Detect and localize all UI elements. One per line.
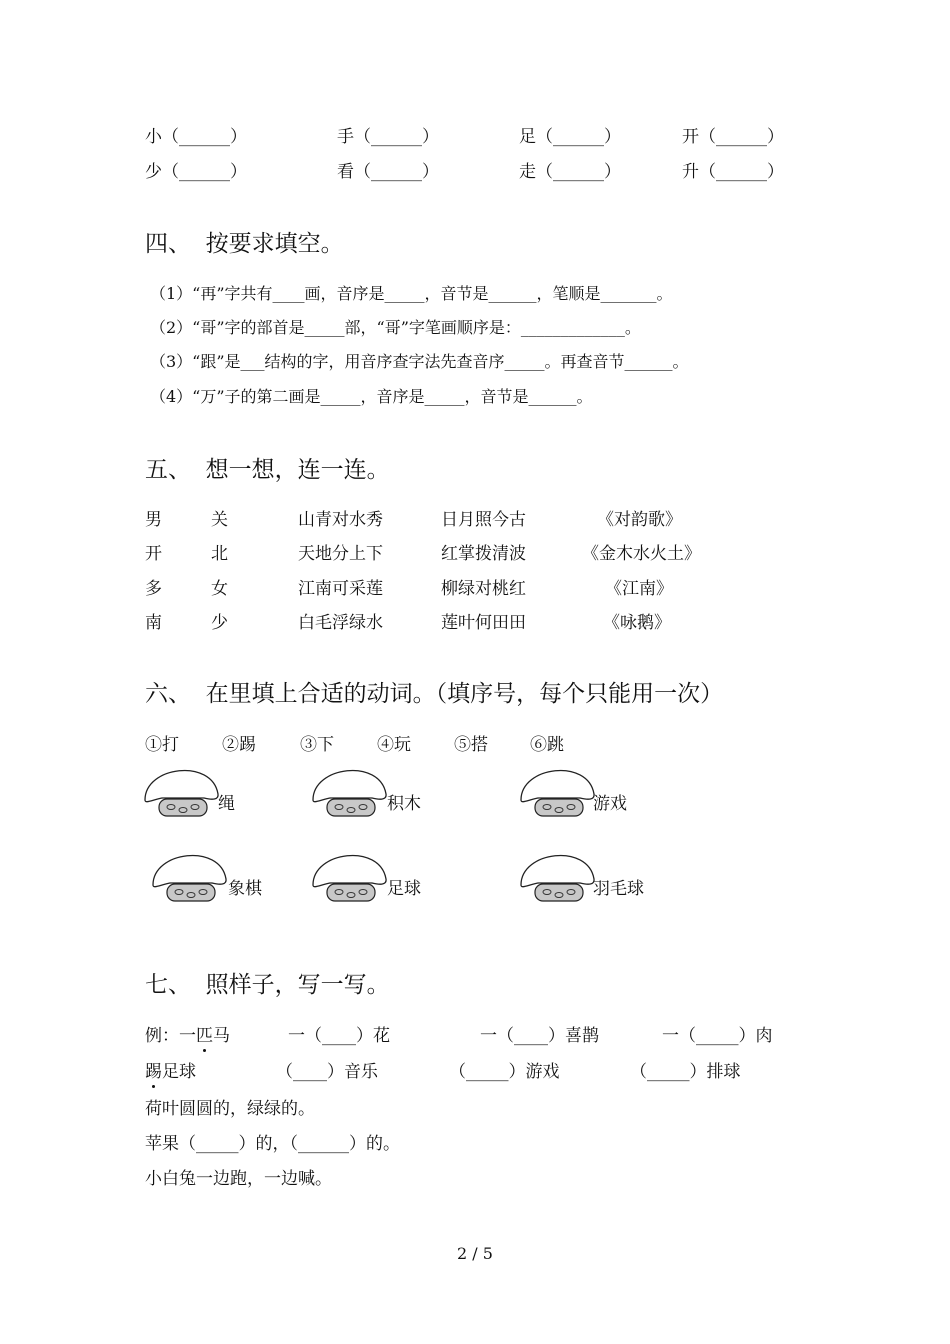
- mushroom-icon: [142, 760, 222, 820]
- s7-l2-example: [145, 1057, 196, 1082]
- s7-l2-d: （_____）排球: [630, 1062, 741, 1082]
- mushroom-icon: [310, 845, 390, 905]
- s3-r2-c3: 走（______）: [519, 162, 621, 182]
- s7-l1-d: 一（_____）肉: [662, 1026, 773, 1046]
- section-4-title: 四、 按要求填空。: [145, 231, 344, 257]
- s6-option-6: ⑥跳: [530, 735, 564, 755]
- s5-c4-3: 莲叶何田田: [441, 613, 526, 633]
- s3-r2-c1: 少（______）: [145, 162, 247, 182]
- s6-option-1: ①打: [145, 735, 179, 755]
- s6-option-5: ⑤搭: [454, 735, 488, 755]
- s4-line-1: （1）“再”字共有____画，音序是_____，音节是______，笔顺是_______。: [150, 284, 673, 303]
- s3-r1-c4: 开（______）: [682, 127, 784, 147]
- section-7-title: 七、 照样子，写一写。: [145, 972, 390, 998]
- s5-c5-1: 《金木水火土》: [582, 544, 701, 564]
- s5-c2-2: 女: [211, 579, 228, 599]
- s5-c3-0: 山青对水秀: [298, 510, 383, 530]
- s5-c1-0: 男: [145, 510, 162, 530]
- s5-c2-0: 关: [211, 510, 228, 530]
- mushroom-label-6: 羽毛球: [593, 879, 644, 899]
- page-number: 2 / 5: [457, 1244, 493, 1263]
- s7-l4: 苹果（_____）的，（______）的。: [145, 1134, 400, 1154]
- mushroom-label-1: 绳: [218, 794, 235, 814]
- s5-c4-2: 柳绿对桃红: [441, 579, 526, 599]
- s6-option-3: ③下: [300, 735, 334, 755]
- s5-c2-3: 少: [211, 613, 228, 633]
- s7-example-noun: 马: [213, 1026, 230, 1046]
- s7-example-prefix: 例：一: [145, 1026, 196, 1046]
- s7-example-measure-word: 匹: [196, 1026, 213, 1046]
- s7-l2-b: （____）音乐: [276, 1062, 378, 1082]
- s5-c3-1: 天地分上下: [298, 544, 383, 564]
- s7-l5: 小白兔一边跑，一边喊。: [145, 1169, 332, 1189]
- s4-line-3: （3）“跟”是___结构的字，用音序查字法先查音序_____。再查音节______。: [150, 352, 689, 371]
- s4-line-4: （4）“万”子的第二画是_____，音序是_____，音节是______。: [150, 387, 593, 406]
- s7-l3: 荷叶圆圆的，绿绿的。: [145, 1099, 315, 1119]
- s7-l2-verb: 踢: [145, 1062, 162, 1082]
- s7-l1-c: 一（____）喜鹊: [480, 1026, 599, 1046]
- s3-r1-c3: 足（______）: [519, 127, 621, 147]
- s7-l2-c: （_____）游戏: [449, 1062, 560, 1082]
- s5-c3-3: 白毛浮绿水: [298, 613, 383, 633]
- s5-c2-1: 北: [211, 544, 228, 564]
- s6-option-4: ④玩: [377, 735, 411, 755]
- mushroom-label-4: 象棋: [228, 879, 262, 899]
- s7-l2-object: 足球: [162, 1062, 196, 1082]
- s5-c5-0: 《对韵歌》: [597, 510, 682, 530]
- s3-r2-c4: 升（______）: [682, 162, 784, 182]
- mushroom-label-2: 积木: [387, 794, 421, 814]
- section-6-title: 六、 在里填上合适的动词。（填序号，每个只能用一次）: [145, 681, 724, 707]
- s3-r2-c2: 看（______）: [337, 162, 439, 182]
- mushroom-icon: [310, 760, 390, 820]
- mushroom-icon: [518, 845, 598, 905]
- mushroom-icon: [518, 760, 598, 820]
- s5-c1-3: 南: [145, 613, 162, 633]
- s3-r1-c1: 小（______）: [145, 127, 247, 147]
- s5-c1-1: 开: [145, 544, 162, 564]
- s3-r1-c2: 手（______）: [337, 127, 439, 147]
- s7-l1-b: 一（____）花: [288, 1026, 390, 1046]
- mushroom-label-5: 足球: [387, 879, 421, 899]
- s5-c5-2: 《江南》: [605, 579, 673, 599]
- s6-option-2: ②踢: [222, 735, 256, 755]
- section-5-title: 五、 想一想，连一连。: [145, 457, 390, 483]
- s5-c5-3: 《咏鹅》: [603, 613, 671, 633]
- s5-c4-0: 日月照今古: [441, 510, 526, 530]
- mushroom-label-3: 游戏: [593, 794, 627, 814]
- s5-c3-2: 江南可采莲: [298, 579, 383, 599]
- s5-c1-2: 多: [145, 579, 162, 599]
- s4-line-2: （2）“哥”字的部首是_____部，“哥”字笔画顺序是：_____________。: [150, 318, 641, 337]
- s5-c4-1: 红掌拨清波: [441, 544, 526, 564]
- s7-example: [145, 1021, 230, 1046]
- mushroom-icon: [150, 845, 230, 905]
